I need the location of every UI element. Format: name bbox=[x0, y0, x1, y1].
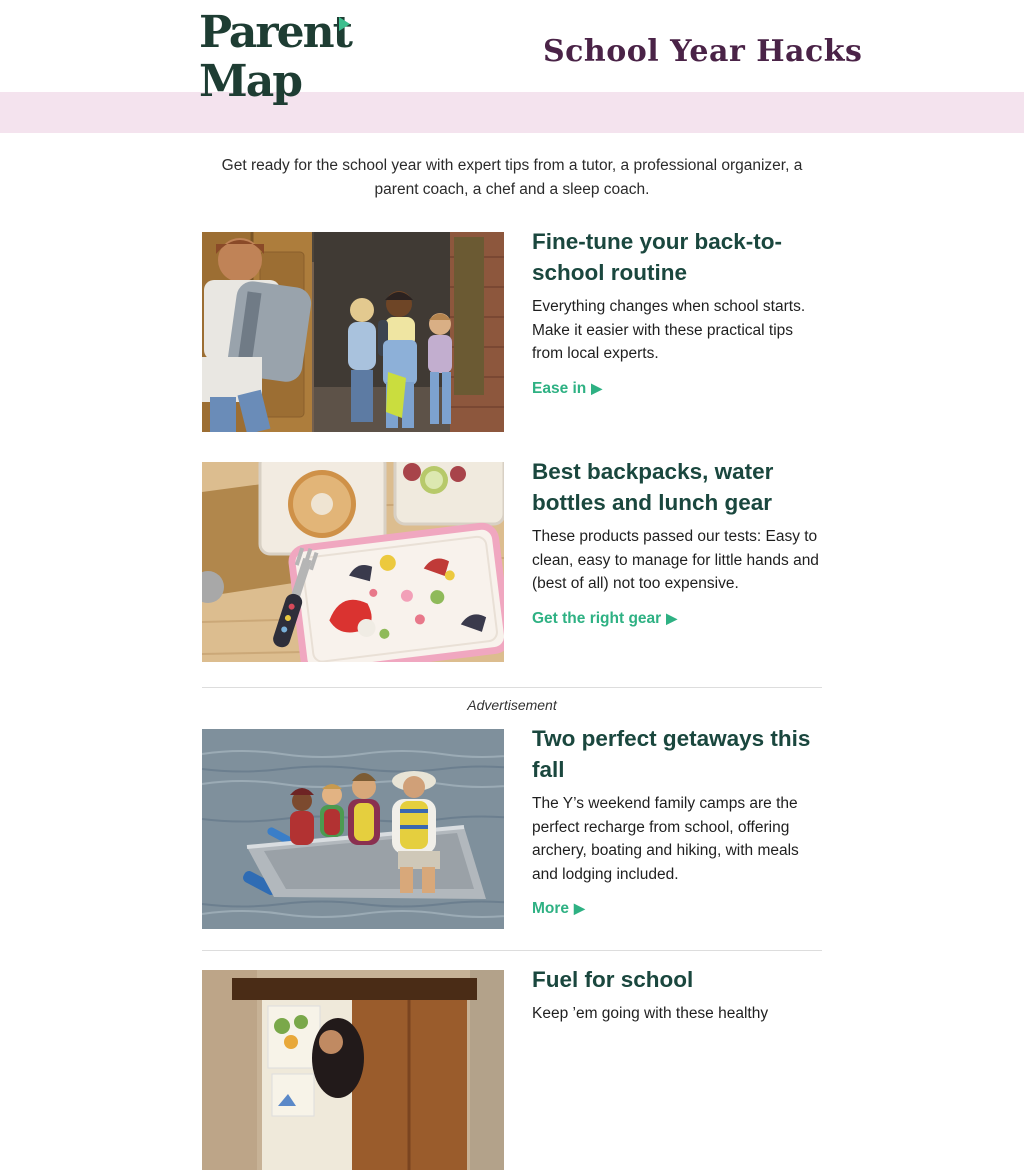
newsletter-title: School Year Hacks bbox=[543, 34, 863, 69]
article-text-back-to-school bbox=[532, 229, 822, 398]
school-kids-illustration bbox=[202, 232, 504, 432]
article-row-getaways bbox=[202, 726, 822, 929]
article-title[interactable]: Fine-tune your back-to-school routine bbox=[532, 229, 783, 285]
last-article-section bbox=[202, 967, 822, 1170]
pink-band bbox=[0, 92, 1024, 133]
article-cta-link[interactable] bbox=[532, 380, 602, 398]
section-divider bbox=[202, 950, 822, 951]
advertisement-section bbox=[202, 687, 822, 929]
article-image-kitchen[interactable] bbox=[202, 970, 504, 1170]
article-text-getaways bbox=[532, 726, 822, 918]
article-body: These products passed our tests: Easy to clean, easy to manage for little hands and (best of all) not too expensive. bbox=[532, 528, 819, 592]
article-text-gear bbox=[532, 459, 822, 628]
article-image-lunch-gear[interactable] bbox=[202, 462, 504, 662]
right-arrow-icon: ▶ bbox=[574, 900, 585, 916]
article-text-fuel bbox=[532, 967, 822, 1026]
article-title[interactable]: Fuel for school bbox=[532, 967, 694, 992]
article-row-fuel bbox=[202, 967, 822, 1170]
logo-line-1: Parent bbox=[199, 7, 351, 58]
article-row-back-to-school bbox=[202, 229, 822, 432]
lunch-gear-illustration bbox=[202, 462, 504, 662]
article-title[interactable]: Best backpacks, water bottles and lunch gear bbox=[532, 459, 774, 515]
newsletter-body bbox=[202, 133, 822, 1170]
parentmap-logo[interactable] bbox=[199, 8, 351, 106]
article-cta-link[interactable] bbox=[532, 610, 677, 628]
article-cta-link[interactable] bbox=[532, 900, 585, 918]
article-row-gear bbox=[202, 459, 822, 662]
article-cta-label: More bbox=[532, 900, 570, 917]
article-title[interactable]: Two perfect getaways this fall bbox=[532, 726, 811, 782]
article-cta-label: Get the right gear bbox=[532, 609, 662, 627]
right-arrow-icon: ▶ bbox=[591, 379, 603, 396]
article-cta-label: Ease in bbox=[532, 379, 587, 397]
right-arrow-icon: ▶ bbox=[666, 609, 677, 626]
family-rowboat-illustration bbox=[202, 729, 504, 929]
newsletter-header bbox=[0, 0, 1024, 133]
article-image-school-kids[interactable] bbox=[202, 232, 504, 432]
article-body: Keep ’em going with these healthy bbox=[532, 1005, 769, 1022]
kitchen-illustration bbox=[202, 970, 504, 1170]
article-body: The Y’s weekend family camps are the perfect recharge from school, offering archery, boating and hiking, with meals and lodging included. bbox=[532, 795, 799, 883]
logo-flag-icon bbox=[339, 17, 350, 31]
advertisement-label: Advertisement bbox=[467, 697, 557, 713]
article-body: Everything changes when school starts. Make it easier with these practical tips from local experts. bbox=[532, 298, 806, 362]
article-image-family-rowboat[interactable] bbox=[202, 729, 504, 929]
logo-line-2: Map bbox=[199, 56, 301, 107]
intro-text: Get ready for the school year with expert tips from a tutor, a professional organizer, a parent coach, a chef and a sleep coach. bbox=[221, 157, 803, 198]
